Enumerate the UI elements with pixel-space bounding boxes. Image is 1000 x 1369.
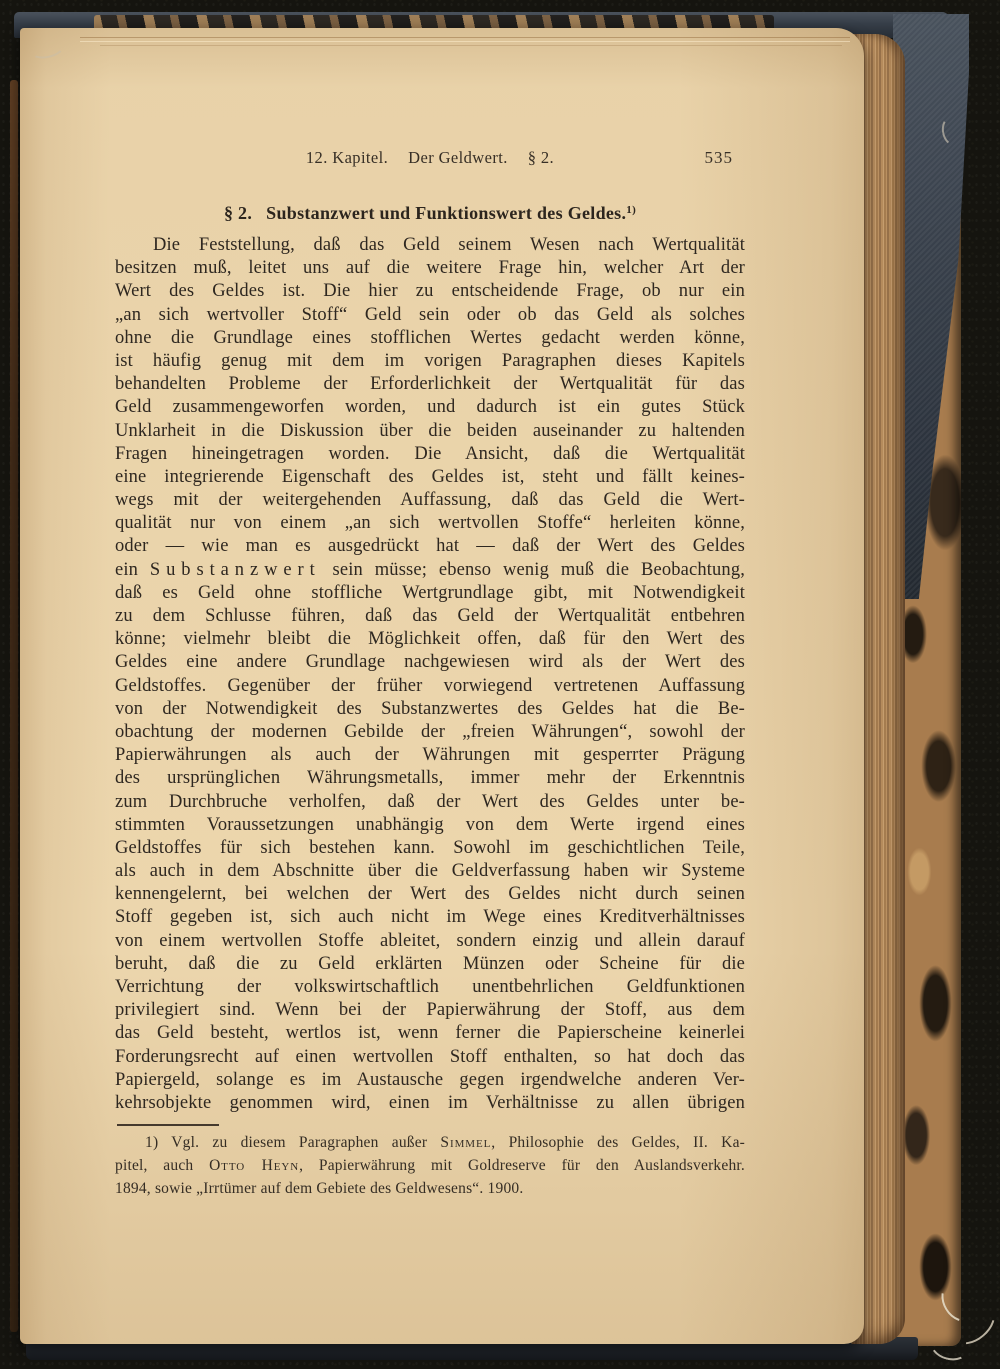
body-text-line bbox=[115, 257, 745, 280]
text-segment: , Papierwährung mit Goldreserve für den Auslandsverkehr. bbox=[299, 1157, 745, 1175]
text-segment: zu dem Schlusse führen, daß das Geld der Wertqualität entbehren bbox=[115, 606, 745, 626]
text-segment: Papiergeld, solange es im Austausche gegen irgendwelche anderen Ver- bbox=[115, 1069, 745, 1090]
body-text-line bbox=[115, 837, 745, 860]
text-segment: pitel, auch bbox=[115, 1157, 210, 1175]
body-text-line bbox=[115, 234, 745, 257]
body-text-line bbox=[115, 1022, 745, 1045]
footnote-text-line bbox=[115, 1154, 745, 1177]
body-text-line bbox=[115, 814, 745, 837]
text-segment: oder — wie man es ausgedrückt hat — daß der Wert des Geldes bbox=[115, 536, 745, 557]
text-segment: Verrichtung der volkswirtschaftlich unentbehrlichen Geldfunktionen bbox=[115, 977, 745, 997]
text-segment: Die Feststellung, daß das Geld seinem Wesen nach Wertqualität bbox=[153, 235, 745, 255]
section-heading-title: Substanzwert und Funktionswert des Geldes. bbox=[266, 203, 627, 223]
text-segment: des ursprünglichen Währungsmetalls, immer mehr der Erkenntnis bbox=[115, 768, 745, 789]
text-segment: wegs mit der weitergehenden Auffassung, daß das Geld die Wert- bbox=[115, 490, 745, 511]
body-text-line bbox=[115, 582, 745, 605]
text-segment: „an sich wertvoller Stoff“ Geld sein oder ob das Geld als solches bbox=[115, 304, 745, 325]
text-segment: sein müsse; ebenso wenig muß die Beobachtung, bbox=[320, 559, 746, 580]
body-text-line bbox=[115, 396, 745, 419]
body-text-line bbox=[115, 860, 745, 883]
footnote-block bbox=[115, 1131, 745, 1200]
page-number: 535 bbox=[704, 148, 733, 167]
body-text-line bbox=[115, 698, 745, 721]
body-paragraph bbox=[115, 234, 745, 1115]
body-text-line bbox=[115, 1092, 745, 1115]
text-segment: 1) Vgl. zu diesem Paragraphen außer bbox=[145, 1134, 441, 1152]
text-segment: eine integrierende Eigenschaft des Geldes ist, steht und fällt keines- bbox=[115, 466, 745, 487]
body-text-line bbox=[115, 559, 745, 582]
body-text-line bbox=[115, 443, 745, 466]
text-segment: Geldes eine andere Grundlage nachgewiesen wird als der Wert des bbox=[115, 652, 745, 673]
body-text-line bbox=[115, 791, 745, 814]
text-segment: das Geld besteht, wertlos ist, wenn ferner die Papierscheine keinerlei bbox=[115, 1023, 745, 1044]
text-segment: Forderungsrecht auf einen wertvollen Stoff enthalten, so hat doch das bbox=[115, 1046, 745, 1067]
header-title: Der Geldwert. bbox=[408, 148, 508, 167]
text-segment: privilegiert sind. Wenn bei der Papierwährung der Stoff, aus dem bbox=[115, 1000, 745, 1021]
text-segment: Geldstoffes für sich bestehen kann. Sowohl im geschichtlichen Teile, bbox=[115, 837, 745, 858]
text-segment: Papierwährungen als auch der Währungen mit gesperrter Prägung bbox=[115, 745, 745, 766]
footnote-reference-mark: 1) bbox=[626, 204, 637, 216]
body-text-line bbox=[115, 535, 745, 558]
body-text-line bbox=[115, 651, 745, 674]
text-segment: Geldstoffes. Gegenüber der früher vorwiegend vertretenen Auffassung bbox=[115, 675, 745, 696]
body-text-line bbox=[115, 767, 745, 790]
section-heading-prefix: § 2. bbox=[223, 203, 253, 223]
page-content bbox=[115, 28, 745, 1200]
body-text-line bbox=[115, 675, 745, 698]
text-segment: könne; vielmehr bleibt die Möglichkeit offen, daß für den Wert des bbox=[115, 629, 745, 650]
text-segment: stimmten Voraussetzungen unabhängig von dem Werte irgend eines bbox=[115, 814, 745, 835]
text-segment: obachtung der modernen Gebilde der „freien Währungen“, sowohl der bbox=[115, 721, 745, 742]
footnote-text-line bbox=[115, 1131, 745, 1154]
body-text-line bbox=[115, 744, 745, 767]
running-header bbox=[115, 148, 745, 170]
text-segment: beruht, daß die zu Geld erklärten Münzen oder Scheine für die bbox=[115, 953, 745, 974]
body-text-line bbox=[115, 420, 745, 443]
book-page bbox=[20, 28, 864, 1344]
text-segment: besitzen muß, leitet uns auf die weitere Frage hin, welcher Art der bbox=[115, 258, 745, 279]
body-text-line bbox=[115, 906, 745, 929]
text-segment: daß es Geld ohne stoffliche Wertgrundlage gibt, mit Notwendigkeit bbox=[115, 582, 745, 603]
text-segment: ist häufig genug mit dem im vorigen Paragraphen dieses Kapitels bbox=[115, 350, 745, 371]
header-chapter: 12. Kapitel. bbox=[305, 148, 389, 167]
text-segment: behandelten Probleme der Erforderlichkeit der Wertqualität für das bbox=[115, 374, 745, 395]
body-text-line bbox=[115, 999, 745, 1022]
body-text-line bbox=[115, 327, 745, 350]
body-text-line bbox=[115, 373, 745, 396]
body-text-line bbox=[115, 976, 745, 999]
body-text-line bbox=[115, 605, 745, 628]
text-segment: , Philosophie des Geldes, II. Ka- bbox=[491, 1134, 746, 1152]
body-text-line bbox=[115, 1046, 745, 1069]
text-segment: Unklarheit in die Diskussion über die beiden auseinander zu haltenden bbox=[115, 420, 745, 441]
text-segment: ohne die Grundlage eines stofflichen Wertes gedacht werden könne, bbox=[115, 327, 745, 348]
text-segment: 1894, sowie „Irrtümer auf dem Gebiete des Geldwesens“. 1900. bbox=[115, 1180, 524, 1198]
text-segment: als auch in dem Abschnitte über die Geldverfassung haben wir Systeme bbox=[115, 861, 745, 882]
footnote-divider-rule bbox=[117, 1124, 219, 1126]
text-segment: Fragen hineingetragen worden. Die Ansicht, daß die Wertqualität bbox=[115, 443, 745, 464]
text-segment: Stoff gegeben ist, sich auch nicht im Wege eines Kreditverhältnisses bbox=[115, 907, 745, 928]
text-segment: von einem wertvollen Stoffe ableitet, sondern einzig und allein darauf bbox=[115, 930, 745, 951]
body-text-line bbox=[115, 930, 745, 953]
body-text-line bbox=[115, 721, 745, 744]
text-segment: zum Durchbruche verholfen, daß der Wert des Geldes unter be- bbox=[115, 791, 745, 812]
body-text-line bbox=[115, 304, 745, 327]
body-text-line bbox=[115, 628, 745, 651]
body-text-line bbox=[115, 953, 745, 976]
body-text-line bbox=[115, 280, 745, 303]
text-segment: Substanzwert bbox=[149, 559, 321, 580]
body-text-line bbox=[115, 1069, 745, 1092]
text-segment: qualität nur von einem „an sich wertvollen Stoffe“ herleiten könne, bbox=[115, 513, 745, 534]
text-segment: Geld zusammengeworfen worden, und dadurch ist ein gutes Stück bbox=[115, 397, 745, 418]
text-segment: kennengelernt, bei welchen der Wert des Geldes nicht durch seinen bbox=[115, 884, 745, 905]
section-heading bbox=[115, 198, 745, 224]
text-segment: von der Notwendigkeit des Substanzwertes des Geldes hat die Be- bbox=[115, 698, 745, 719]
header-section: § 2. bbox=[527, 148, 555, 167]
footnote-text-line bbox=[115, 1177, 745, 1200]
spine-edge bbox=[10, 80, 18, 1332]
body-text-line bbox=[115, 489, 745, 512]
text-segment: Otto Heyn bbox=[209, 1157, 300, 1175]
body-text-line bbox=[115, 350, 745, 373]
body-text-line bbox=[115, 883, 745, 906]
text-segment: Simmel bbox=[440, 1134, 492, 1152]
text-segment: Wert des Geldes ist. Die hier zu entscheidende Frage, ob nur ein bbox=[115, 281, 745, 302]
text-segment: kehrsobjekte genommen wird, einen im Verhältnisse zu allen übrigen bbox=[115, 1092, 745, 1113]
body-text-line bbox=[115, 512, 745, 535]
text-segment: ein bbox=[115, 559, 150, 580]
body-text-line bbox=[115, 466, 745, 489]
